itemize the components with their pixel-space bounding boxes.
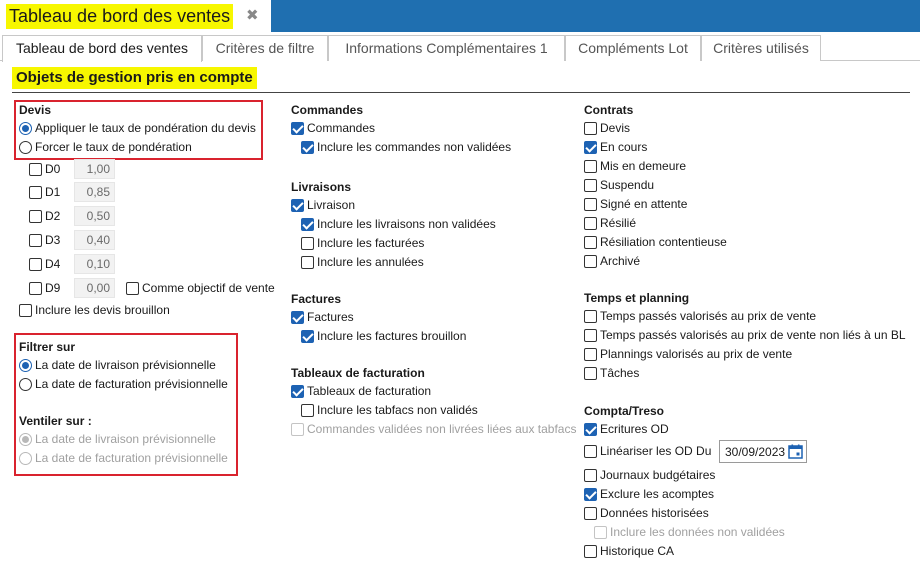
checkbox-indicator[interactable] [584, 198, 597, 211]
od-date-value: 30/09/2023 [725, 444, 786, 459]
checkbox-label: Inclure les devis brouillon [35, 303, 170, 317]
checkbox-indicator[interactable] [126, 282, 139, 295]
checkbox-label: D4 [45, 257, 61, 271]
rate-field-d0[interactable]: 1,00 [74, 159, 115, 179]
checkbox-d0[interactable] [29, 160, 60, 178]
checkbox-indicator[interactable] [584, 236, 597, 249]
radio-label: Appliquer le taux de pondération du devis [35, 121, 256, 135]
checkbox-indicator[interactable] [584, 122, 597, 135]
checkbox-label: Tâches [600, 366, 640, 380]
checkbox-label: D9 [45, 281, 61, 295]
rate-field-d1[interactable]: 0,85 [74, 182, 115, 202]
checkbox-d4[interactable] [29, 255, 60, 273]
checkbox-indicator[interactable] [584, 367, 597, 380]
checkbox-indicator [594, 526, 607, 539]
checkbox-livraison[interactable] [291, 196, 355, 214]
checkbox-devis-brouillon[interactable] [19, 301, 170, 319]
radio-filtrer-livraison[interactable] [19, 356, 216, 374]
checkbox-label: Factures [307, 310, 354, 324]
checkbox-indicator[interactable] [29, 210, 42, 223]
checkbox-label: Suspendu [600, 178, 655, 192]
checkbox-donnees-historisees[interactable] [584, 504, 709, 522]
radio-label: La date de facturation prévisionnelle [35, 377, 228, 391]
checkbox-journaux-budgetaires[interactable] [584, 466, 715, 484]
checkbox-taches[interactable] [584, 364, 639, 382]
rate-field-d3[interactable]: 0,40 [74, 230, 115, 250]
checkbox-label: Inclure les annulées [317, 255, 424, 269]
checkbox-indicator[interactable] [301, 330, 314, 343]
checkbox-label: Journaux budgétaires [600, 468, 716, 482]
checkbox-label: Mis en demeure [600, 159, 687, 173]
checkbox-indicator[interactable] [29, 234, 42, 247]
checkbox-indicator[interactable] [29, 282, 42, 295]
checkbox-indicator[interactable] [584, 217, 597, 230]
checkbox-annulees[interactable] [301, 253, 424, 271]
checkbox-temps-non-lies-bl[interactable] [584, 326, 906, 344]
checkbox-indicator[interactable] [584, 488, 597, 501]
checkbox-indicator[interactable] [584, 310, 597, 323]
checkbox-tabfacs-non-valides[interactable] [301, 401, 478, 419]
checkbox-label: D2 [45, 209, 61, 223]
checkbox-indicator [291, 423, 304, 436]
checkbox-label: Inclure les tabfacs non validés [317, 403, 478, 417]
radio-indicator [19, 433, 32, 446]
checkbox-label: D3 [45, 233, 61, 247]
checkbox-label: Inclure les livraisons non validées [317, 217, 496, 231]
rate-field-d4[interactable]: 0,10 [74, 254, 115, 274]
checkbox-label: Données historisées [600, 506, 709, 520]
checkbox-label: D0 [45, 162, 61, 176]
checkbox-indicator[interactable] [584, 160, 597, 173]
temps-heading: Temps et planning [584, 291, 690, 305]
checkbox-contrat-resiliation-contentieuse[interactable] [584, 233, 727, 251]
checkbox-d9[interactable] [29, 279, 60, 297]
checkbox-contrat-resilie[interactable] [584, 214, 636, 232]
document-tab[interactable] [0, 0, 271, 32]
checkbox-indicator[interactable] [584, 179, 597, 192]
section-divider [12, 92, 910, 93]
radio-indicator[interactable] [19, 141, 32, 154]
section-title: Objets de gestion pris en compte [12, 67, 257, 89]
checkbox-label: Ecritures OD [600, 422, 669, 436]
checkbox-indicator[interactable] [29, 186, 42, 199]
factures-heading: Factures [291, 292, 342, 306]
close-icon[interactable]: ✖ [246, 7, 259, 24]
checkbox-factures-brouillon[interactable] [301, 327, 466, 345]
checkbox-indicator[interactable] [291, 311, 304, 324]
checkbox-indicator[interactable] [291, 385, 304, 398]
checkbox-temps-valorises[interactable] [584, 307, 816, 325]
checkbox-indicator[interactable] [584, 469, 597, 482]
checkbox-label: Résiliation contentieuse [600, 235, 727, 249]
checkbox-label: Inclure les commandes non validées [317, 140, 512, 154]
od-date-field[interactable] [719, 440, 807, 463]
checkbox-indicator[interactable] [29, 163, 42, 176]
checkbox-indicator[interactable] [584, 507, 597, 520]
checkbox-label: Plannings valorisés au prix de vente [600, 347, 793, 361]
devis-heading: Devis [19, 103, 52, 117]
checkbox-factures[interactable] [291, 308, 354, 326]
checkbox-label: Linéariser les OD Du [600, 444, 712, 458]
checkbox-indicator[interactable] [584, 348, 597, 361]
checkbox-d2[interactable] [29, 207, 60, 225]
radio-indicator[interactable] [19, 122, 32, 135]
checkbox-facturees[interactable] [301, 234, 424, 252]
checkbox-ecritures-od[interactable] [584, 420, 669, 438]
checkbox-indicator[interactable] [291, 122, 304, 135]
radio-filtrer-facturation[interactable] [19, 375, 228, 393]
tab-complements-lot[interactable]: Compléments Lot [565, 35, 701, 61]
tab-criteres-filtre[interactable]: Critères de filtre [202, 35, 328, 61]
checkbox-donnees-non-validees [594, 523, 785, 541]
checkbox-indicator[interactable] [584, 329, 597, 342]
checkbox-label: Inclure les facturées [317, 236, 425, 250]
checkbox-contrat-suspendu[interactable] [584, 176, 654, 194]
checkbox-label: En cours [600, 140, 648, 154]
radio-ventiler-livraison [19, 430, 216, 448]
ventiler-heading: Ventiler sur : [19, 414, 92, 428]
window-title: Tableau de bord des ventes [6, 4, 233, 29]
checkbox-exclure-acomptes[interactable] [584, 485, 714, 503]
tab-tableau-de-bord[interactable]: Tableau de bord des ventes [2, 35, 202, 62]
tab-infos-complementaires[interactable]: Informations Complémentaires 1 [328, 35, 565, 61]
radio-label: La date de facturation prévisionnelle [35, 451, 228, 465]
checkbox-livraisons-non-validees[interactable] [301, 215, 496, 233]
checkbox-label: Comme objectif de vente [142, 281, 275, 295]
checkbox-indicator[interactable] [584, 141, 597, 154]
calendar-icon[interactable] [788, 444, 803, 459]
checkbox-label: Inclure les données non validées [610, 525, 785, 539]
checkbox-lineariser-od[interactable] [584, 442, 711, 460]
radio-forcer-taux[interactable] [19, 138, 192, 156]
checkbox-label: D1 [45, 185, 61, 199]
checkbox-commandes-non-validees[interactable] [301, 138, 511, 156]
compta-heading: Compta/Treso [584, 404, 665, 418]
checkbox-plannings-valorises[interactable] [584, 345, 792, 363]
checkbox-indicator[interactable] [584, 445, 597, 458]
filtrer-heading: Filtrer sur [19, 340, 76, 354]
checkbox-label: Signé en attente [600, 197, 688, 211]
radio-indicator[interactable] [19, 378, 32, 391]
rate-field-d9[interactable]: 0,00 [74, 278, 115, 298]
checkbox-label: Livraison [307, 198, 356, 212]
radio-indicator [19, 452, 32, 465]
checkbox-d1[interactable] [29, 183, 60, 201]
checkbox-historique-ca[interactable] [584, 542, 674, 560]
checkbox-indicator[interactable] [301, 237, 314, 250]
checkbox-label: Tableaux de facturation [307, 384, 432, 398]
checkbox-commandes-liees-tabfacs [291, 420, 576, 438]
radio-label: La date de livraison prévisionnelle [35, 358, 216, 372]
checkbox-tableaux-facturation[interactable] [291, 382, 431, 400]
radio-label: Forcer le taux de pondération [35, 140, 192, 154]
radio-ventiler-facturation [19, 449, 228, 467]
checkbox-indicator[interactable] [584, 423, 597, 436]
checkbox-indicator[interactable] [301, 218, 314, 231]
radio-label: La date de livraison prévisionnelle [35, 432, 216, 446]
checkbox-indicator[interactable] [301, 141, 314, 154]
contrats-heading: Contrats [584, 103, 634, 117]
checkbox-label: Temps passés valorisés au prix de vente non liés à un BL [600, 328, 906, 342]
checkbox-label: Temps passés valorisés au prix de vente [600, 309, 817, 323]
checkbox-contrat-devis[interactable] [584, 119, 630, 137]
checkbox-label: Historique CA [600, 544, 675, 558]
checkbox-indicator[interactable] [29, 258, 42, 271]
checkbox-label: Archivé [600, 254, 641, 268]
livraisons-heading: Livraisons [291, 180, 352, 194]
checkbox-indicator[interactable] [301, 256, 314, 269]
checkbox-d3[interactable] [29, 231, 60, 249]
checkbox-indicator[interactable] [584, 255, 597, 268]
tabfac-heading: Tableaux de facturation [291, 366, 425, 380]
checkbox-label: Commandes [307, 121, 376, 135]
checkbox-indicator[interactable] [19, 304, 32, 317]
checkbox-commandes[interactable] [291, 119, 375, 137]
checkbox-label: Devis [600, 121, 631, 135]
rate-field-d2[interactable]: 0,50 [74, 206, 115, 226]
checkbox-indicator[interactable] [291, 199, 304, 212]
checkbox-contrat-en-cours[interactable] [584, 138, 647, 156]
checkbox-contrat-mis-en-demeure[interactable] [584, 157, 686, 175]
commandes-heading: Commandes [291, 103, 364, 117]
checkbox-objectif-vente[interactable] [126, 279, 275, 297]
checkbox-indicator[interactable] [301, 404, 314, 417]
radio-indicator[interactable] [19, 359, 32, 372]
tab-criteres-utilises[interactable]: Critères utilisés [701, 35, 821, 61]
tab-bar [0, 35, 920, 61]
checkbox-label: Résilié [600, 216, 637, 230]
checkbox-indicator[interactable] [584, 545, 597, 558]
checkbox-contrat-signe-en-attente[interactable] [584, 195, 687, 213]
radio-appliquer-taux[interactable] [19, 119, 256, 137]
checkbox-label: Commandes validées non livrées liées aux tabfacs [307, 422, 577, 436]
checkbox-label: Inclure les factures brouillon [317, 329, 467, 343]
checkbox-contrat-archive[interactable] [584, 252, 640, 270]
checkbox-label: Exclure les acomptes [600, 487, 715, 501]
